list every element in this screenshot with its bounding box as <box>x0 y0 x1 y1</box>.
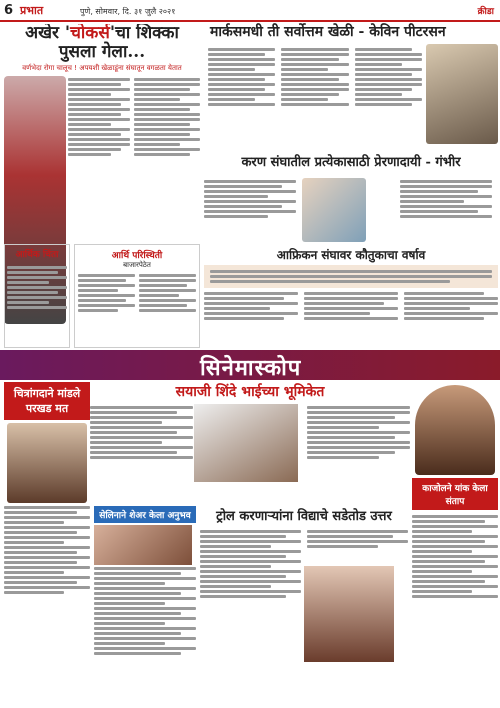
headline-box: चित्रांगदाने मांडले परखड मत <box>4 382 90 420</box>
text-columns <box>208 46 422 108</box>
headline-gambhir: करण संघातील प्रत्येकासाठी प्रेरणादायी - गंभीर <box>241 155 461 170</box>
summary-box <box>204 265 498 288</box>
box-title: आर्थिक चिंता <box>15 250 59 260</box>
story-marcus <box>204 24 498 148</box>
text-columns <box>204 290 498 322</box>
headline-africa: आफ्रिकन संघावर कौतुकाचा वर्षाव <box>276 248 426 262</box>
story-chitrangada <box>4 382 90 702</box>
headline-shinde: सयाजी शिंदे भाईच्या भूमिकेत <box>175 384 325 400</box>
headline-chokers: अखेर 'चोकर्स'चा शिक्का पुसला गेला... <box>25 24 179 62</box>
box-title: आर्थि परिस्थिती <box>111 251 163 261</box>
masthead <box>0 0 500 22</box>
photo-actress-celina <box>94 525 192 565</box>
sidebar-box-lara <box>4 244 70 348</box>
photo-actor-shinde <box>194 404 298 482</box>
headline-box: काजोलने यांक केला संताप <box>412 478 498 510</box>
sidebar-box-finance <box>74 244 200 348</box>
text-column <box>134 76 200 158</box>
photo-actress-kajol <box>415 385 495 475</box>
photo-actress <box>7 423 87 503</box>
section-title: सिनेमास्कोप <box>200 355 302 381</box>
story-kajol <box>412 382 498 702</box>
story-vidya <box>200 506 408 702</box>
photo-player-pietersen <box>426 44 498 144</box>
page-number: 6 <box>4 3 14 18</box>
headline-troll: ट्रोल करणाऱ्यांना विद्याचे सडेतोड उत्तर <box>216 509 392 524</box>
story-sayaji-shinde <box>90 382 410 502</box>
photo-actress-vidya <box>304 566 394 662</box>
photo-player-gambhir <box>302 178 366 242</box>
story-gambhir <box>204 152 498 244</box>
brand-logo: प्रभात <box>20 4 44 17</box>
section-banner-cinema <box>0 350 500 380</box>
byline-chokers: वर्णभेदा रोगा चालूच ! अपयशी खेळाडूंना संघातून वगळता येतात <box>22 64 182 73</box>
story-africa <box>204 246 498 342</box>
date-line: पुणे, सोमवार, दि. ३१ जुलै २०२१ <box>80 7 176 16</box>
box-subtitle: बाजारपेठेत <box>123 261 151 269</box>
headline-box: सेलिनाने शेअर केला अनुभव <box>94 506 196 523</box>
headline-marcus: मार्कसमधी ती सर्वोत्तम खेळी - केविन पीटरसन <box>210 24 446 40</box>
text-column <box>68 76 130 158</box>
story-celina <box>94 506 196 706</box>
section-tag: क्रीडा <box>477 7 494 17</box>
